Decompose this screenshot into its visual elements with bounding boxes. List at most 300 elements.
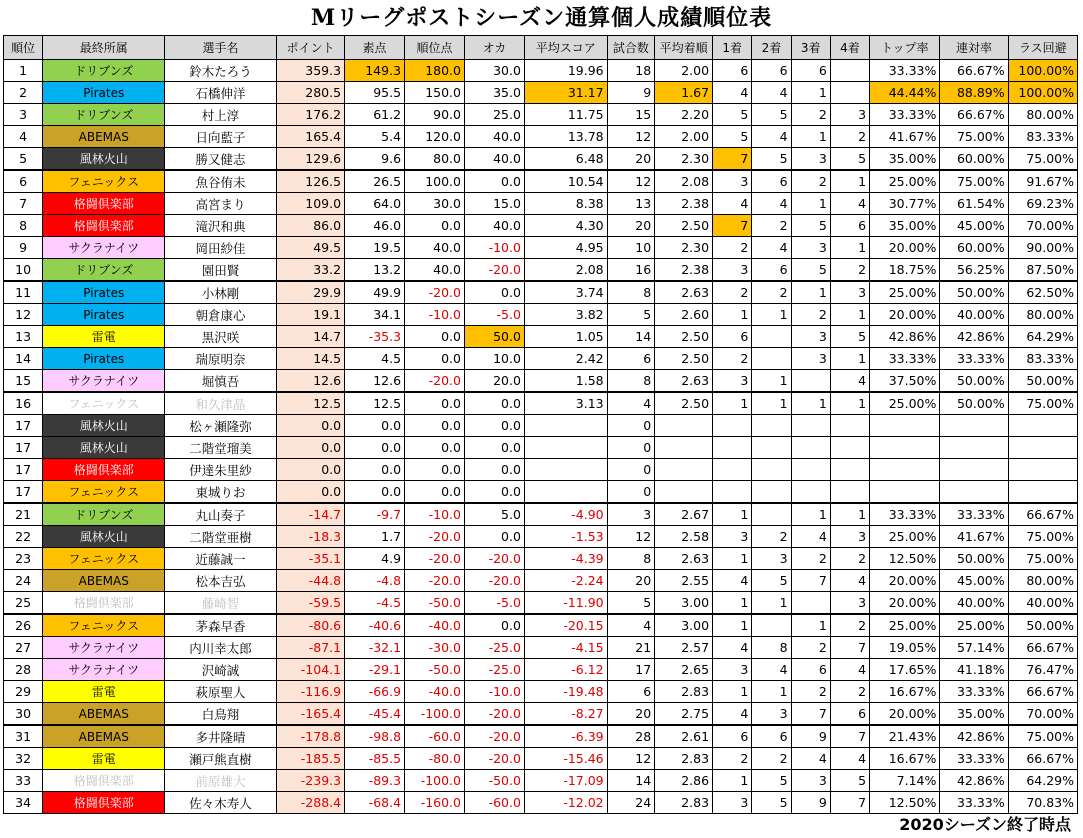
avg-score-cell: 3.13 <box>524 392 607 415</box>
top-rate-cell: 25.00% <box>870 281 940 304</box>
table-row <box>4 637 1078 659</box>
las-avoid-cell: 100.00% <box>1008 82 1077 104</box>
table-row <box>4 170 1078 193</box>
player-name-cell: 丸山奏子 <box>165 503 277 526</box>
las-avoid-cell: 66.67% <box>1008 503 1077 526</box>
player-name-cell: 沢崎誠 <box>165 659 277 681</box>
team-cell: ドリブンズ <box>43 104 165 126</box>
first-place-cell: 1 <box>713 681 752 703</box>
second-place-cell: 4 <box>752 659 791 681</box>
avg-score-cell: -15.46 <box>524 748 607 770</box>
top-rate-cell: 35.00% <box>870 148 940 171</box>
player-name-cell: 茅森早香 <box>165 614 277 637</box>
rank-cell: 30 <box>4 703 43 726</box>
player-name-cell: 日向藍子 <box>165 126 277 148</box>
games-cell: 5 <box>607 304 655 326</box>
player-name-cell: 藤崎智 <box>165 592 277 615</box>
table-row <box>4 82 1078 104</box>
player-name-cell: 二階堂亜樹 <box>165 526 277 548</box>
third-place-cell: 3 <box>791 237 830 259</box>
third-place-cell: 1 <box>791 126 830 148</box>
points-cell: -87.1 <box>276 637 344 659</box>
raw-score-cell: 149.3 <box>345 60 405 82</box>
las-avoid-cell: 76.47% <box>1008 659 1077 681</box>
rank-cell: 26 <box>4 614 43 637</box>
top-rate-cell: 16.67% <box>870 681 940 703</box>
las-avoid-cell: 64.29% <box>1008 326 1077 348</box>
games-cell: 8 <box>607 281 655 304</box>
rank-points-cell: -20.0 <box>405 281 465 304</box>
column-header-player: 選手名 <box>165 36 277 60</box>
rentai-rate-cell <box>940 459 1008 481</box>
team-cell: サクラナイツ <box>43 659 165 681</box>
avg-rank-cell: 2.55 <box>655 570 713 592</box>
fourth-place-cell <box>830 82 869 104</box>
oka-cell: 0.0 <box>464 170 524 193</box>
avg-score-cell: -19.48 <box>524 681 607 703</box>
avg-rank-cell: 2.50 <box>655 215 713 237</box>
games-cell: 15 <box>607 104 655 126</box>
team-cell: フェニックス <box>43 481 165 504</box>
fourth-place-cell: 4 <box>830 659 869 681</box>
second-place-cell: 2 <box>752 215 791 237</box>
fourth-place-cell: 5 <box>830 770 869 792</box>
team-cell: ドリブンズ <box>43 503 165 526</box>
third-place-cell: 1 <box>791 281 830 304</box>
player-name-cell: 二階堂瑠美 <box>165 437 277 459</box>
third-place-cell: 1 <box>791 392 830 415</box>
top-rate-cell <box>870 415 940 437</box>
games-cell: 28 <box>607 725 655 748</box>
first-place-cell: 3 <box>713 170 752 193</box>
games-cell: 4 <box>607 392 655 415</box>
avg-rank-cell <box>655 459 713 481</box>
games-cell: 4 <box>607 614 655 637</box>
second-place-cell: 1 <box>752 592 791 615</box>
avg-rank-cell: 2.38 <box>655 259 713 282</box>
oka-cell: 35.0 <box>464 82 524 104</box>
rank-cell: 17 <box>4 437 43 459</box>
points-cell: 49.5 <box>276 237 344 259</box>
top-rate-cell: 42.86% <box>870 326 940 348</box>
column-header-top-rate: トップ率 <box>870 36 940 60</box>
team-cell: Pirates <box>43 304 165 326</box>
table-row <box>4 60 1078 82</box>
rentai-rate-cell: 50.00% <box>940 370 1008 393</box>
raw-score-cell: -85.5 <box>345 748 405 770</box>
table-row <box>4 614 1078 637</box>
table-row <box>4 570 1078 592</box>
points-cell: -239.3 <box>276 770 344 792</box>
avg-score-cell: 2.08 <box>524 259 607 282</box>
rank-cell: 11 <box>4 281 43 304</box>
points-cell: 176.2 <box>276 104 344 126</box>
las-avoid-cell <box>1008 437 1077 459</box>
table-row <box>4 792 1078 814</box>
second-place-cell: 4 <box>752 237 791 259</box>
top-rate-cell: 19.05% <box>870 637 940 659</box>
avg-score-cell: -1.53 <box>524 526 607 548</box>
top-rate-cell: 18.75% <box>870 259 940 282</box>
rank-points-cell: -50.0 <box>405 592 465 615</box>
points-cell: 0.0 <box>276 415 344 437</box>
second-place-cell: 5 <box>752 148 791 171</box>
rentai-rate-cell: 42.86% <box>940 725 1008 748</box>
rentai-rate-cell: 33.33% <box>940 503 1008 526</box>
first-place-cell: 6 <box>713 60 752 82</box>
games-cell: 3 <box>607 503 655 526</box>
second-place-cell: 1 <box>752 392 791 415</box>
rank-cell: 13 <box>4 326 43 348</box>
fourth-place-cell: 1 <box>830 237 869 259</box>
top-rate-cell: 33.33% <box>870 348 940 370</box>
raw-score-cell: 0.0 <box>345 437 405 459</box>
las-avoid-cell: 64.29% <box>1008 770 1077 792</box>
top-rate-cell: 33.33% <box>870 503 940 526</box>
oka-cell: -20.0 <box>464 725 524 748</box>
rank-points-cell: 0.0 <box>405 215 465 237</box>
avg-score-cell: 19.96 <box>524 60 607 82</box>
points-cell: 165.4 <box>276 126 344 148</box>
first-place-cell: 3 <box>713 792 752 814</box>
rank-cell: 31 <box>4 725 43 748</box>
rank-points-cell: 30.0 <box>405 193 465 215</box>
avg-rank-cell: 2.38 <box>655 193 713 215</box>
second-place-cell: 4 <box>752 126 791 148</box>
avg-score-cell: -11.90 <box>524 592 607 615</box>
fourth-place-cell: 1 <box>830 170 869 193</box>
top-rate-cell: 7.14% <box>870 770 940 792</box>
second-place-cell <box>752 437 791 459</box>
rentai-rate-cell: 33.33% <box>940 348 1008 370</box>
rank-points-cell: 0.0 <box>405 481 465 504</box>
avg-rank-cell: 2.30 <box>655 148 713 171</box>
rank-points-cell: 0.0 <box>405 459 465 481</box>
fourth-place-cell: 2 <box>830 259 869 282</box>
rentai-rate-cell: 75.00% <box>940 126 1008 148</box>
rentai-rate-cell: 60.00% <box>940 237 1008 259</box>
las-avoid-cell <box>1008 415 1077 437</box>
third-place-cell: 3 <box>791 148 830 171</box>
fourth-place-cell <box>830 437 869 459</box>
games-cell: 12 <box>607 748 655 770</box>
points-cell: -59.5 <box>276 592 344 615</box>
las-avoid-cell: 80.00% <box>1008 104 1077 126</box>
column-header-first: 1着 <box>713 36 752 60</box>
rank-points-cell: 180.0 <box>405 60 465 82</box>
points-cell: 0.0 <box>276 481 344 504</box>
third-place-cell: 5 <box>791 215 830 237</box>
rentai-rate-cell: 42.86% <box>940 326 1008 348</box>
team-cell: ABEMAS <box>43 126 165 148</box>
standings-table-wrapper <box>3 35 1078 814</box>
raw-score-cell: -98.8 <box>345 725 405 748</box>
top-rate-cell: 20.00% <box>870 237 940 259</box>
oka-cell: -10.0 <box>464 681 524 703</box>
rentai-rate-cell: 33.33% <box>940 792 1008 814</box>
rank-points-cell: 40.0 <box>405 259 465 282</box>
player-name-cell: 東城りお <box>165 481 277 504</box>
points-cell: -288.4 <box>276 792 344 814</box>
table-row <box>4 770 1078 792</box>
points-cell: 280.5 <box>276 82 344 104</box>
table-row <box>4 326 1078 348</box>
oka-cell: 20.0 <box>464 370 524 393</box>
games-cell: 18 <box>607 60 655 82</box>
first-place-cell: 5 <box>713 126 752 148</box>
fourth-place-cell: 2 <box>830 126 869 148</box>
fourth-place-cell: 6 <box>830 703 869 726</box>
fourth-place-cell: 1 <box>830 304 869 326</box>
second-place-cell: 5 <box>752 792 791 814</box>
player-name-cell: 勝又健志 <box>165 148 277 171</box>
header-row <box>4 36 1078 60</box>
player-name-cell: 岡田紗佳 <box>165 237 277 259</box>
column-header-oka: オカ <box>464 36 524 60</box>
rentai-rate-cell: 35.00% <box>940 703 1008 726</box>
oka-cell: -20.0 <box>464 703 524 726</box>
second-place-cell: 5 <box>752 570 791 592</box>
first-place-cell: 4 <box>713 570 752 592</box>
second-place-cell: 5 <box>752 104 791 126</box>
rentai-rate-cell: 75.00% <box>940 170 1008 193</box>
avg-score-cell: 4.30 <box>524 215 607 237</box>
footer-note: 2020シーズン終了時点 <box>899 815 1071 834</box>
games-cell: 9 <box>607 82 655 104</box>
player-name-cell: 村上淳 <box>165 104 277 126</box>
top-rate-cell <box>870 481 940 504</box>
raw-score-cell: 0.0 <box>345 459 405 481</box>
standings-table <box>3 35 1078 814</box>
fourth-place-cell <box>830 60 869 82</box>
rentai-rate-cell: 57.14% <box>940 637 1008 659</box>
third-place-cell <box>791 437 830 459</box>
las-avoid-cell: 40.00% <box>1008 592 1077 615</box>
points-cell: -14.7 <box>276 503 344 526</box>
avg-rank-cell: 2.63 <box>655 281 713 304</box>
las-avoid-cell: 90.00% <box>1008 237 1077 259</box>
las-avoid-cell: 75.00% <box>1008 392 1077 415</box>
las-avoid-cell: 70.83% <box>1008 792 1077 814</box>
rank-points-cell: 80.0 <box>405 148 465 171</box>
table-row <box>4 126 1078 148</box>
third-place-cell: 6 <box>791 60 830 82</box>
rank-cell: 27 <box>4 637 43 659</box>
first-place-cell: 7 <box>713 215 752 237</box>
second-place-cell: 4 <box>752 193 791 215</box>
first-place-cell: 5 <box>713 104 752 126</box>
first-place-cell <box>713 459 752 481</box>
team-cell: Pirates <box>43 82 165 104</box>
avg-rank-cell: 2.83 <box>655 681 713 703</box>
third-place-cell: 1 <box>791 82 830 104</box>
column-header-points: ポイント <box>276 36 344 60</box>
points-cell: -178.8 <box>276 725 344 748</box>
oka-cell: -25.0 <box>464 637 524 659</box>
rank-cell: 24 <box>4 570 43 592</box>
raw-score-cell: 12.6 <box>345 370 405 393</box>
games-cell: 20 <box>607 215 655 237</box>
team-cell: 風林火山 <box>43 437 165 459</box>
player-name-cell: 高宮まり <box>165 193 277 215</box>
first-place-cell: 6 <box>713 725 752 748</box>
oka-cell: 30.0 <box>464 60 524 82</box>
second-place-cell: 1 <box>752 370 791 393</box>
rank-cell: 15 <box>4 370 43 393</box>
rank-cell: 21 <box>4 503 43 526</box>
avg-score-cell: -4.15 <box>524 637 607 659</box>
rank-points-cell: 150.0 <box>405 82 465 104</box>
top-rate-cell: 25.00% <box>870 392 940 415</box>
rank-cell: 1 <box>4 60 43 82</box>
rank-cell: 17 <box>4 415 43 437</box>
points-cell: -185.5 <box>276 748 344 770</box>
table-row <box>4 481 1078 504</box>
avg-rank-cell <box>655 481 713 504</box>
team-cell: ABEMAS <box>43 725 165 748</box>
points-cell: 86.0 <box>276 215 344 237</box>
games-cell: 20 <box>607 703 655 726</box>
avg-rank-cell: 1.67 <box>655 82 713 104</box>
rank-cell: 3 <box>4 104 43 126</box>
first-place-cell: 2 <box>713 348 752 370</box>
table-row <box>4 659 1078 681</box>
raw-score-cell: -9.7 <box>345 503 405 526</box>
rank-cell: 8 <box>4 215 43 237</box>
column-header-second: 2着 <box>752 36 791 60</box>
rank-cell: 23 <box>4 548 43 570</box>
raw-score-cell: -45.4 <box>345 703 405 726</box>
first-place-cell: 1 <box>713 770 752 792</box>
games-cell: 16 <box>607 259 655 282</box>
first-place-cell: 7 <box>713 148 752 171</box>
avg-rank-cell: 2.65 <box>655 659 713 681</box>
rentai-rate-cell: 41.67% <box>940 526 1008 548</box>
team-cell: 風林火山 <box>43 148 165 171</box>
points-cell: -116.9 <box>276 681 344 703</box>
team-cell: サクラナイツ <box>43 237 165 259</box>
column-header-rentai-rate: 連対率 <box>940 36 1008 60</box>
rank-points-cell: 40.0 <box>405 237 465 259</box>
points-cell: 19.1 <box>276 304 344 326</box>
oka-cell: -50.0 <box>464 770 524 792</box>
fourth-place-cell: 2 <box>830 614 869 637</box>
third-place-cell: 3 <box>791 348 830 370</box>
table-row <box>4 259 1078 282</box>
games-cell: 10 <box>607 237 655 259</box>
second-place-cell: 6 <box>752 170 791 193</box>
oka-cell: 50.0 <box>464 326 524 348</box>
top-rate-cell: 35.00% <box>870 215 940 237</box>
avg-rank-cell: 3.00 <box>655 592 713 615</box>
third-place-cell: 9 <box>791 725 830 748</box>
raw-score-cell: 0.0 <box>345 415 405 437</box>
rank-points-cell: 0.0 <box>405 348 465 370</box>
rank-points-cell: 0.0 <box>405 326 465 348</box>
raw-score-cell: 95.5 <box>345 82 405 104</box>
column-header-raw-score: 素点 <box>345 36 405 60</box>
second-place-cell <box>752 415 791 437</box>
avg-score-cell: 13.78 <box>524 126 607 148</box>
column-header-fourth: 4着 <box>830 36 869 60</box>
third-place-cell <box>791 370 830 393</box>
avg-score-cell: -12.02 <box>524 792 607 814</box>
las-avoid-cell: 80.00% <box>1008 570 1077 592</box>
oka-cell: 40.0 <box>464 148 524 171</box>
second-place-cell <box>752 348 791 370</box>
first-place-cell: 3 <box>713 370 752 393</box>
avg-score-cell <box>524 459 607 481</box>
avg-score-cell: 31.17 <box>524 82 607 104</box>
top-rate-cell: 25.00% <box>870 170 940 193</box>
avg-score-cell: 11.75 <box>524 104 607 126</box>
fourth-place-cell: 4 <box>830 570 869 592</box>
avg-rank-cell: 2.00 <box>655 126 713 148</box>
team-cell: 格闘倶楽部 <box>43 770 165 792</box>
top-rate-cell: 12.50% <box>870 792 940 814</box>
player-name-cell: 近藤誠一 <box>165 548 277 570</box>
rank-points-cell: 90.0 <box>405 104 465 126</box>
top-rate-cell: 25.00% <box>870 526 940 548</box>
first-place-cell: 4 <box>713 193 752 215</box>
fourth-place-cell <box>830 481 869 504</box>
first-place-cell: 1 <box>713 548 752 570</box>
player-name-cell: 松本吉弘 <box>165 570 277 592</box>
rentai-rate-cell: 40.00% <box>940 592 1008 615</box>
fourth-place-cell: 6 <box>830 215 869 237</box>
second-place-cell: 2 <box>752 526 791 548</box>
table-row <box>4 370 1078 393</box>
fourth-place-cell: 3 <box>830 104 869 126</box>
avg-score-cell: 1.58 <box>524 370 607 393</box>
second-place-cell <box>752 459 791 481</box>
avg-score-cell: 3.82 <box>524 304 607 326</box>
rank-cell: 4 <box>4 126 43 148</box>
las-avoid-cell: 66.67% <box>1008 681 1077 703</box>
third-place-cell: 1 <box>791 614 830 637</box>
games-cell: 8 <box>607 548 655 570</box>
rank-points-cell: -60.0 <box>405 725 465 748</box>
rentai-rate-cell: 33.33% <box>940 681 1008 703</box>
avg-score-cell: -20.15 <box>524 614 607 637</box>
points-cell: 14.7 <box>276 326 344 348</box>
points-cell: 0.0 <box>276 437 344 459</box>
player-name-cell: 前原雄大 <box>165 770 277 792</box>
oka-cell: -25.0 <box>464 659 524 681</box>
team-cell: ドリブンズ <box>43 259 165 282</box>
avg-score-cell: 6.48 <box>524 148 607 171</box>
fourth-place-cell: 3 <box>830 281 869 304</box>
player-name-cell: 多井隆晴 <box>165 725 277 748</box>
column-header-team: 最終所属 <box>43 36 165 60</box>
las-avoid-cell: 75.00% <box>1008 148 1077 171</box>
team-cell: 風林火山 <box>43 415 165 437</box>
raw-score-cell: 12.5 <box>345 392 405 415</box>
las-avoid-cell: 75.00% <box>1008 725 1077 748</box>
player-name-cell: 滝沢和典 <box>165 215 277 237</box>
second-place-cell: 5 <box>752 770 791 792</box>
avg-rank-cell: 2.63 <box>655 370 713 393</box>
first-place-cell: 6 <box>713 326 752 348</box>
raw-score-cell: -29.1 <box>345 659 405 681</box>
player-name-cell: 白鳥翔 <box>165 703 277 726</box>
first-place-cell: 3 <box>713 659 752 681</box>
top-rate-cell: 33.33% <box>870 104 940 126</box>
rentai-rate-cell: 56.25% <box>940 259 1008 282</box>
rentai-rate-cell: 25.00% <box>940 614 1008 637</box>
rentai-rate-cell: 61.54% <box>940 193 1008 215</box>
player-name-cell: 鈴木たろう <box>165 60 277 82</box>
